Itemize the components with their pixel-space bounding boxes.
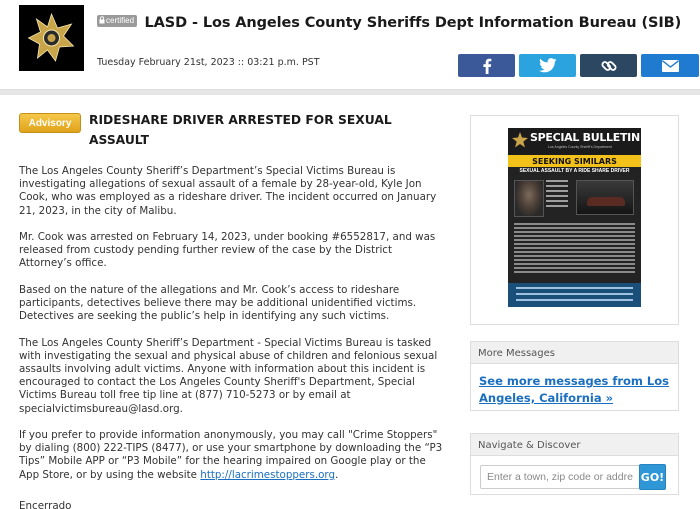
facebook-share-button[interactable] (458, 54, 515, 77)
more-messages-panel (470, 341, 679, 411)
bulletin-text-lines (514, 223, 635, 275)
article-tail-text: Encerrado (19, 500, 72, 509)
car-shape (587, 197, 625, 206)
page-header (0, 0, 700, 84)
header-divider (0, 89, 700, 95)
email-share-button[interactable] (641, 54, 699, 77)
crime-stoppers-text: If you prefer to provide information anonymously, you may call "Crime Stoppers" by dialing (800) 222-TIPS (8477), or use your smartphone by downloading the “P3 Tips” Mobile APP or “P3 Mobile” for the hearing impaired on Google play or the App Store, or by using the website (19, 429, 443, 481)
vehicle-photo (576, 180, 634, 215)
bulletin-strip: SEXUAL ASSAULT BY A RIDE SHARE DRIVER (508, 167, 641, 175)
sheriff-star-logo[interactable] (19, 5, 84, 71)
navigate-heading: Navigate & Discover (471, 434, 678, 456)
facebook-icon (482, 58, 492, 74)
twitter-share-button[interactable] (519, 54, 576, 77)
navigate-discover-panel (470, 433, 679, 495)
advisory-badge: Advisory (19, 113, 81, 133)
article-paragraph: The Los Angeles County Sheriff’s Department - Special Victims Bureau is tasked with investigating the sexual and physical abuse of children and felonious sexual assaults involving adult victims. Anyone with information about this incident is encouraged to contact the Los Angeles County Sheriff's Department, Special Victims Bureau toll free tip line at (877) 710-5273 or by email at specialvictimsbureau@lasd.org. (19, 336, 438, 415)
email-icon (662, 60, 679, 72)
go-button[interactable]: GO! (639, 464, 666, 490)
lacrimestoppers-link[interactable]: http://lacrimestoppers.org (200, 468, 336, 481)
link-icon (601, 58, 617, 74)
certified-label: certified (106, 15, 135, 25)
bulletin-image-box (470, 115, 679, 325)
location-search-input[interactable] (480, 465, 640, 489)
article-paragraph-crime-stoppers (19, 429, 444, 482)
bulletin-subtitle: Los Angeles County Sheriff's Department (548, 145, 612, 149)
bulletin-star-icon (512, 132, 528, 148)
twitter-icon (539, 58, 557, 73)
article-paragraph: Mr. Cook was arrested on February 14, 2023, under booking #6552817, and was released from custody pending further review of the case by the District Attorney’s office. (19, 231, 436, 270)
bulletin-title: SPECIAL BULLETIN (530, 131, 640, 144)
certified-badge (97, 15, 137, 27)
paragraph-end: . (335, 468, 339, 481)
article-headline: RIDESHARE DRIVER ARRESTED FOR SEXUAL ASSAULT (89, 113, 392, 147)
article-paragraph: Based on the nature of the allegations and Mr. Cook’s access to rideshare participants, detectives believe there may be additional unidentified victims. Detectives are seeking the public’s help in identifying any such victims. (19, 283, 417, 323)
copy-link-button[interactable] (580, 54, 637, 77)
bulletin-header (508, 128, 641, 155)
bulletin-facts (546, 180, 574, 210)
more-messages-heading: More Messages (471, 342, 678, 364)
suspect-photo (514, 180, 544, 217)
article-body (19, 165, 444, 495)
title-row (97, 14, 681, 36)
bulletin-footer (508, 283, 641, 307)
post-datetime: Tuesday February 21st, 2023 :: 03:21 p.m. PST (97, 57, 320, 68)
lock-icon (99, 16, 105, 24)
more-messages-link[interactable]: See more messages from Los Angeles, California » (479, 374, 669, 405)
bulletin-banner: SEEKING SIMILARS (508, 155, 641, 167)
article-paragraph: The Los Angeles County Sheriff’s Department’s Special Victims Bureau is investigating allegations of sexual assault of a female by 28-year-old, Kyle Jon Cook, who was employed as a rideshare driver. The incident occurred on January 21, 2023, in the city of Malibu. (19, 165, 437, 217)
special-bulletin-image[interactable] (508, 128, 641, 307)
page-title[interactable]: LASD - Los Angeles County Sheriffs Dept Information Bureau (SIB) (144, 14, 682, 31)
